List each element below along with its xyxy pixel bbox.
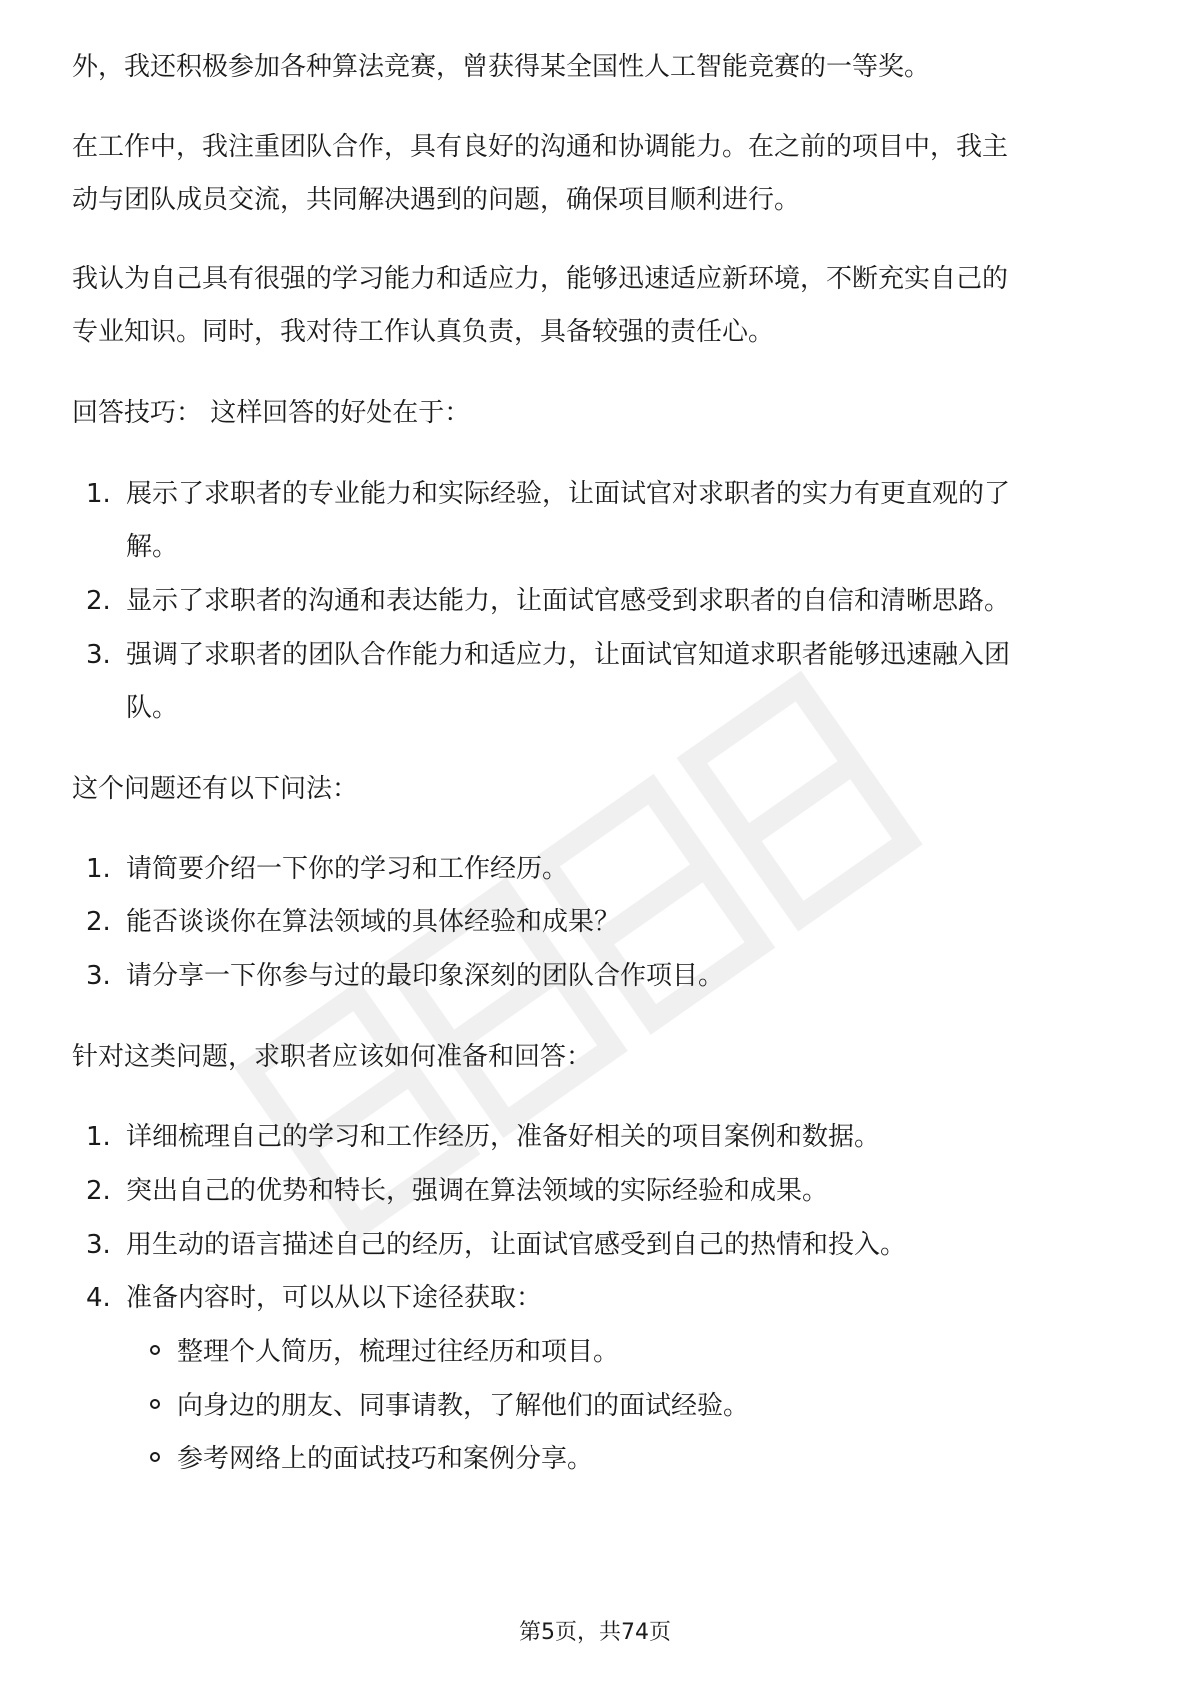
list-number: 2. (86, 1176, 111, 1206)
list-number: 1. (86, 1122, 111, 1152)
list-number: 3. (86, 961, 111, 991)
list-number: 1. (86, 479, 111, 509)
list-number: 2. (86, 586, 111, 616)
list-number: 4. (86, 1283, 111, 1313)
tips-heading: 回答技巧： 这样回答的好处在于： (72, 398, 471, 428)
sub-list-text: 参考网络上的面试技巧和案例分享。 (177, 1444, 594, 1474)
list-text: 展示了求职者的专业能力和实际经验，让面试官对求职者的实力有更直观的了 (126, 479, 1011, 509)
paragraph-learning-line2: 专业知识。同时，我对待工作认真负责，具备较强的责任心。 (72, 317, 775, 347)
list-text: 请分享一下你参与过的最印象深刻的团队合作项目。 (126, 961, 725, 991)
list-text: 突出自己的优势和特长，强调在算法领域的实际经验和成果。 (126, 1176, 829, 1206)
prep-heading: 针对这类问题，求职者应该如何准备和回答： (72, 1042, 593, 1072)
paragraph-teamwork-line1: 在工作中，我注重团队合作，具有良好的沟通和协调能力。在之前的项目中，我主 (72, 132, 1009, 162)
circle-bullet-icon (150, 1399, 160, 1409)
sub-list-text: 向身边的朋友、同事请教，了解他们的面试经验。 (177, 1391, 750, 1421)
list-text: 准备内容时，可以从以下途径获取： (126, 1283, 543, 1313)
list-text: 强调了求职者的团队合作能力和适应力，让面试官知道求职者能够迅速融入团 (126, 640, 1011, 670)
sub-list-text: 整理个人简历，梳理过往经历和项目。 (177, 1337, 620, 1367)
circle-bullet-icon (150, 1345, 160, 1355)
list-number: 3. (86, 1230, 111, 1260)
list-text: 解。 (126, 532, 179, 562)
paragraph-competition: 外，我还积极参加各种算法竞赛，曾获得某全国性人工智能竞赛的一等奖。 (72, 52, 931, 82)
list-number: 3. (86, 640, 111, 670)
paragraph-learning-line1: 我认为自己具有很强的学习能力和适应力，能够迅速适应新环境，不断充实自己的 (72, 264, 1009, 294)
list-text: 用生动的语言描述自己的经历，让面试官感受到自己的热情和投入。 (126, 1230, 907, 1260)
page-footer: 第5页，共74页 (519, 1620, 671, 1645)
list-text: 队。 (126, 693, 179, 723)
list-text: 能否谈谈你在算法领域的具体经验和成果？ (126, 907, 621, 937)
list-text: 请简要介绍一下你的学习和工作经历。 (126, 854, 569, 884)
paragraph-teamwork-line2: 动与团队成员交流，共同解决遇到的问题，确保项目顺利进行。 (72, 185, 801, 215)
list-number: 2. (86, 907, 111, 937)
list-text: 详细梳理自己的学习和工作经历，准备好相关的项目案例和数据。 (126, 1122, 881, 1152)
list-number: 1. (86, 854, 111, 884)
list-text: 显示了求职者的沟通和表达能力，让面试官感受到求职者的自信和清晰思路。 (126, 586, 1011, 616)
circle-bullet-icon (150, 1452, 160, 1462)
alt-questions-heading: 这个问题还有以下问法： (72, 774, 359, 804)
